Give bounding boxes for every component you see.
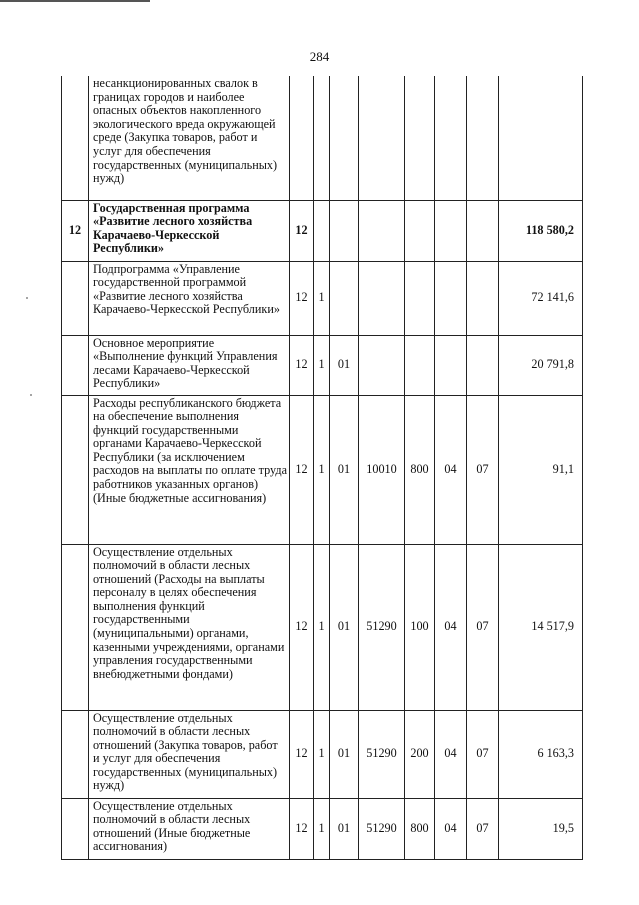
- amount-cell: 72 141,6: [499, 261, 583, 335]
- main-activity-code-cell: [330, 76, 359, 200]
- direction-code-cell: [359, 200, 405, 261]
- section-code-cell: [435, 335, 467, 395]
- row-number-cell: [62, 261, 89, 335]
- section-code-cell: [435, 200, 467, 261]
- section-code-cell: 04: [435, 710, 467, 798]
- scan-margin-dot: [26, 297, 28, 299]
- expense-type-code-cell: 800: [405, 798, 435, 859]
- main-activity-code-cell: 01: [330, 544, 359, 710]
- expense-type-code-cell: [405, 76, 435, 200]
- gp-code-cell: 12: [290, 798, 314, 859]
- subsection-code-cell: 07: [467, 710, 499, 798]
- subsection-code-cell: 07: [467, 798, 499, 859]
- section-code-cell: [435, 76, 467, 200]
- expense-type-code-cell: 200: [405, 710, 435, 798]
- row-number-cell: [62, 395, 89, 544]
- subsection-code-cell: [467, 335, 499, 395]
- expense-type-code-cell: [405, 261, 435, 335]
- row-name-cell: Государственная программа «Развитие лесного хозяйства Карачаево-Черкесской Республики»: [89, 200, 290, 261]
- amount-cell: [499, 76, 583, 200]
- gp-code-cell: [290, 76, 314, 200]
- subsection-code-cell: [467, 76, 499, 200]
- subprogram-code-cell: [314, 200, 330, 261]
- amount-cell: 19,5: [499, 798, 583, 859]
- row-name-cell: Подпрограмма «Управление государственной программой «Развитие лесного хозяйства Карачаево-Черкесской Республики»: [89, 261, 290, 335]
- scan-top-rule: [0, 0, 150, 2]
- subsection-code-cell: [467, 200, 499, 261]
- subsection-code-cell: 07: [467, 544, 499, 710]
- row-name-cell: Осуществление отдельных полномочий в области лесных отношений (Закупка товаров, работ и услуг для обеспечения государственных (муниципальных) нужд): [89, 710, 290, 798]
- row-number-cell: 12: [62, 200, 89, 261]
- row-number-cell: [62, 76, 89, 200]
- direction-code-cell: [359, 261, 405, 335]
- row-name-cell: Расходы республиканского бюджета на обеспечение выполнения функций государственными органами Карачаево-Черкесской Республики (за исключением расходов на выплаты по оплате труда работников указанных органов) (Иные бюджетные ассигнования): [89, 395, 290, 544]
- main-activity-code-cell: 01: [330, 798, 359, 859]
- gp-code-cell: 12: [290, 200, 314, 261]
- amount-cell: 91,1: [499, 395, 583, 544]
- subprogram-code-cell: 1: [314, 261, 330, 335]
- table-row: [62, 200, 583, 261]
- subsection-code-cell: [467, 261, 499, 335]
- row-number-cell: [62, 798, 89, 859]
- main-activity-code-cell: 01: [330, 335, 359, 395]
- subprogram-code-cell: 1: [314, 335, 330, 395]
- main-activity-code-cell: 01: [330, 710, 359, 798]
- amount-cell: 118 580,2: [499, 200, 583, 261]
- subprogram-code-cell: 1: [314, 710, 330, 798]
- subprogram-code-cell: 1: [314, 798, 330, 859]
- table-row: [62, 798, 583, 859]
- page-number: 284: [309, 49, 330, 64]
- amount-cell: 14 517,9: [499, 544, 583, 710]
- row-number-cell: [62, 335, 89, 395]
- section-code-cell: 04: [435, 798, 467, 859]
- row-number-cell: [62, 710, 89, 798]
- table-row: [62, 76, 583, 200]
- direction-code-cell: 51290: [359, 710, 405, 798]
- expense-type-code-cell: [405, 200, 435, 261]
- amount-cell: 20 791,8: [499, 335, 583, 395]
- section-code-cell: [435, 261, 467, 335]
- section-code-cell: 04: [435, 395, 467, 544]
- subsection-code-cell: 07: [467, 395, 499, 544]
- row-name-cell: Осуществление отдельных полномочий в области лесных отношений (Иные бюджетные ассигнования): [89, 798, 290, 859]
- direction-code-cell: 51290: [359, 544, 405, 710]
- row-number-cell: [62, 544, 89, 710]
- table-row: [62, 544, 583, 710]
- direction-code-cell: 10010: [359, 395, 405, 544]
- table-row: [62, 335, 583, 395]
- direction-code-cell: 51290: [359, 798, 405, 859]
- expense-type-code-cell: 800: [405, 395, 435, 544]
- main-activity-code-cell: [330, 261, 359, 335]
- budget-table: [61, 76, 583, 860]
- table-row: [62, 261, 583, 335]
- amount-cell: 6 163,3: [499, 710, 583, 798]
- gp-code-cell: 12: [290, 710, 314, 798]
- expense-type-code-cell: [405, 335, 435, 395]
- gp-code-cell: 12: [290, 544, 314, 710]
- row-name-cell: Осуществление отдельных полномочий в области лесных отношений (Расходы на выплаты персоналу в целях обеспечения выполнения функций государственными (муниципальными) органами, казенными учреждениями, органами управления государственными внебюджетными фондами): [89, 544, 290, 710]
- scan-margin-dot: [30, 394, 32, 396]
- direction-code-cell: [359, 335, 405, 395]
- section-code-cell: 04: [435, 544, 467, 710]
- gp-code-cell: 12: [290, 335, 314, 395]
- row-name-cell: Основное мероприятие «Выполнение функций Управления лесами Карачаево-Черкесской Республики»: [89, 335, 290, 395]
- subprogram-code-cell: 1: [314, 544, 330, 710]
- budget-table-body: [62, 76, 583, 859]
- main-activity-code-cell: 01: [330, 395, 359, 544]
- subprogram-code-cell: 1: [314, 395, 330, 544]
- expense-type-code-cell: 100: [405, 544, 435, 710]
- gp-code-cell: 12: [290, 261, 314, 335]
- gp-code-cell: 12: [290, 395, 314, 544]
- row-name-cell: несанкционированных свалок в границах городов и наиболее опасных объектов накопленного экологического вреда окружающей среде (Закупка товаров, работ и услуг для обеспечения государственных (муниципальных) нужд): [89, 76, 290, 200]
- table-row: [62, 395, 583, 544]
- table-row: [62, 710, 583, 798]
- main-activity-code-cell: [330, 200, 359, 261]
- direction-code-cell: [359, 76, 405, 200]
- subprogram-code-cell: [314, 76, 330, 200]
